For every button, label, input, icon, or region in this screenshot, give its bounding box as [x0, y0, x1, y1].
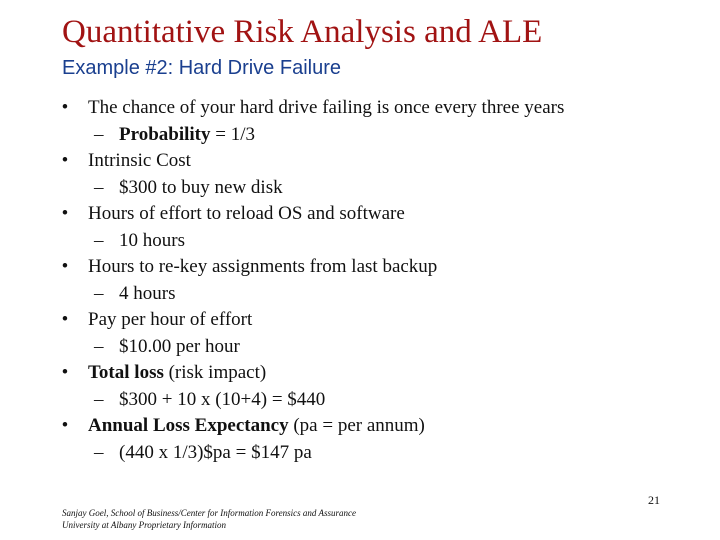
sub-bullet-plain-text: = 1/3 — [210, 123, 255, 145]
bullet-bold-text: Total loss — [88, 362, 164, 383]
sub-bullet-text — [119, 281, 175, 308]
sub-bullet-plain-text: (440 x 1/3)$pa = $147 pa — [119, 441, 312, 463]
bullet-plain-text: Pay per hour of effort — [88, 309, 253, 330]
sub-bullet-bold-text: Probability — [119, 123, 211, 145]
sub-bullet-text — [119, 175, 283, 202]
slide-subtitle: Example #2: Hard Drive Failure — [62, 57, 341, 79]
dash-icon: – — [94, 176, 104, 198]
dash-icon: – — [94, 388, 104, 410]
sub-bullet-plain-text: $300 + 10 x (10+4) = $440 — [119, 388, 326, 410]
sub-bullet-plain-text: $300 to buy new disk — [119, 176, 283, 198]
dash-icon: – — [94, 123, 104, 145]
bullet-icon: • — [61, 415, 69, 436]
bullet-item — [0, 254, 720, 281]
sub-bullet-plain-text: $10.00 per hour — [119, 335, 240, 357]
sub-bullet-plain-text: 4 hours — [119, 282, 176, 304]
bullet-item — [0, 201, 720, 228]
bullet-text — [88, 95, 564, 122]
footer-line-author: Sanjay Goel, School of Business/Center for Information Forensics and Assurance — [62, 508, 356, 518]
dash-icon: – — [94, 441, 104, 463]
sub-bullet-text — [119, 387, 325, 414]
slide-title: Quantitative Risk Analysis and ALE — [62, 14, 543, 50]
bullet-icon: • — [61, 203, 69, 224]
bullet-item — [0, 95, 720, 122]
bullet-plain-text: The chance of your hard drive failing is once every three years — [88, 97, 565, 118]
bullet-item — [0, 148, 720, 175]
bullet-item — [0, 307, 720, 334]
sub-bullet-item — [0, 387, 720, 414]
bullet-icon: • — [61, 150, 69, 171]
dash-icon: – — [94, 335, 104, 357]
sub-bullet-text — [119, 228, 185, 255]
bullet-item — [0, 360, 720, 387]
bullet-plain-text: (risk impact) — [163, 362, 267, 383]
bullet-text — [88, 148, 191, 175]
bullet-plain-text: (pa = per annum) — [288, 415, 425, 436]
dash-icon: – — [94, 282, 104, 304]
slide-footer — [62, 507, 356, 531]
bullet-text — [88, 360, 266, 387]
sub-bullet-item — [0, 440, 720, 467]
bullet-text — [88, 201, 405, 228]
sub-bullet-plain-text: 10 hours — [119, 229, 185, 251]
sub-bullet-item — [0, 122, 720, 149]
bullet-icon: • — [61, 309, 69, 330]
bullet-icon: • — [61, 97, 69, 118]
sub-bullet-item — [0, 334, 720, 361]
bullet-plain-text: Hours of effort to reload OS and software — [88, 203, 405, 224]
sub-bullet-item — [0, 175, 720, 202]
sub-bullet-item — [0, 281, 720, 308]
bullet-text — [88, 307, 252, 334]
bullet-plain-text: Intrinsic Cost — [88, 150, 191, 171]
bullet-list — [0, 95, 720, 466]
bullet-text — [88, 254, 437, 281]
bullet-plain-text: Hours to re-key assignments from last backup — [88, 256, 438, 277]
footer-line-proprietary: University at Albany Proprietary Information — [62, 520, 226, 530]
bullet-icon: • — [61, 362, 69, 383]
page-number: 21 — [648, 493, 660, 507]
sub-bullet-text — [119, 440, 312, 467]
bullet-item — [0, 413, 720, 440]
sub-bullet-text — [119, 122, 255, 149]
bullet-bold-text: Annual Loss Expectancy — [88, 415, 289, 436]
dash-icon: – — [94, 229, 104, 251]
bullet-text — [88, 413, 425, 440]
sub-bullet-text — [119, 334, 240, 361]
sub-bullet-item — [0, 228, 720, 255]
bullet-icon: • — [61, 256, 69, 277]
